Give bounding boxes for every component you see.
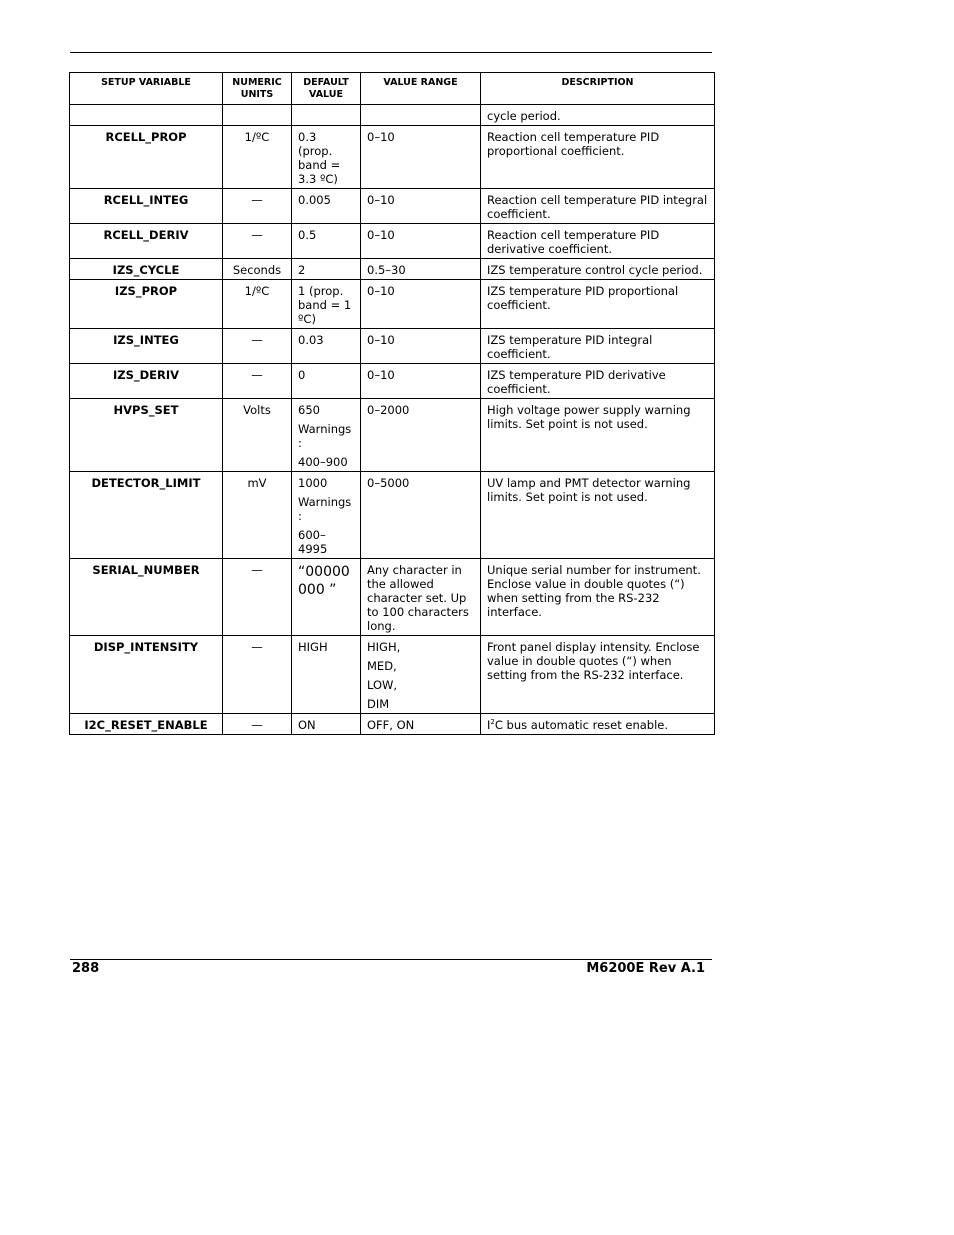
- table-row-disp-intensity: [70, 636, 715, 714]
- setup-variables-table: [69, 72, 715, 735]
- cell-description: IZS temperature PID proportional coefficient.: [481, 280, 715, 329]
- header-default-value: DEFAULT VALUE: [292, 73, 361, 105]
- header-value-range: VALUE RANGE: [361, 73, 481, 105]
- cell-range: 0–10: [361, 364, 481, 399]
- default-value: 650: [298, 403, 320, 417]
- cell-variable: SERIAL_NUMBER: [70, 559, 223, 636]
- cell-variable: I2C_RESET_ENABLE: [70, 714, 223, 735]
- warnings-label: Warnings :: [298, 495, 352, 523]
- desc-rest: C bus automatic reset enable.: [494, 718, 669, 732]
- cell-units: —: [223, 364, 292, 399]
- cell-range: 0–2000: [361, 399, 481, 472]
- cell-units: [223, 105, 292, 126]
- range-option: DIM: [367, 697, 390, 711]
- top-rule: [70, 52, 712, 53]
- cell-variable: IZS_PROP: [70, 280, 223, 329]
- table-row-izs-prop: [70, 280, 715, 329]
- cell-default: “00000 000 ”: [292, 559, 361, 636]
- cell-description: Reaction cell temperature PID proportional coefficient.: [481, 126, 715, 189]
- cell-variable: IZS_DERIV: [70, 364, 223, 399]
- cell-units: —: [223, 224, 292, 259]
- cell-description: Front panel display intensity. Enclose value in double quotes (“) when setting from the RS-232 interface.: [481, 636, 715, 714]
- page-number: 288: [72, 961, 100, 976]
- table-row-izs-cycle: [70, 259, 715, 280]
- cell-description: IZS temperature PID integral coefficient.: [481, 329, 715, 364]
- table-header-row: [70, 73, 715, 105]
- cell-units: —: [223, 636, 292, 714]
- cell-default: 1 (prop. band = 1 ºC): [292, 280, 361, 329]
- cell-range: [361, 636, 481, 714]
- range-option: LOW,: [367, 678, 398, 692]
- table-row-izs-deriv: [70, 364, 715, 399]
- cell-variable: DETECTOR_LIMIT: [70, 472, 223, 559]
- table-row-rcell-integ: [70, 189, 715, 224]
- warnings-range: 400–900: [298, 455, 348, 469]
- header-setup-variable: SETUP VARIABLE: [70, 73, 223, 105]
- cell-units: Seconds: [223, 259, 292, 280]
- cell-units: Volts: [223, 399, 292, 472]
- cell-variable: DISP_INTENSITY: [70, 636, 223, 714]
- cell-units: 1/ºC: [223, 126, 292, 189]
- cell-description: IZS temperature PID derivative coefficient.: [481, 364, 715, 399]
- desc-prefix: I: [487, 718, 491, 732]
- cell-default: ON: [292, 714, 361, 735]
- cell-description: IZS temperature control cycle period.: [481, 259, 715, 280]
- table-row-rcell-prop: [70, 126, 715, 189]
- cell-range: 0–5000: [361, 472, 481, 559]
- cell-description: Reaction cell temperature PID integral coefficient.: [481, 189, 715, 224]
- cell-default: 2: [292, 259, 361, 280]
- cell-range: 0.5–30: [361, 259, 481, 280]
- cell-units: 1/ºC: [223, 280, 292, 329]
- range-option: MED,: [367, 659, 397, 673]
- warnings-label: Warnings :: [298, 422, 352, 450]
- cell-description: High voltage power supply warning limits. Set point is not used.: [481, 399, 715, 472]
- cell-units: —: [223, 559, 292, 636]
- cell-units: —: [223, 329, 292, 364]
- document-revision: M6200E Rev A.1: [586, 961, 705, 976]
- table-row-rcell-deriv: [70, 224, 715, 259]
- cell-range: OFF, ON: [361, 714, 481, 735]
- table-row-izs-integ: [70, 329, 715, 364]
- table-row-i2c-reset-enable: [70, 714, 715, 735]
- cell-default: [292, 105, 361, 126]
- cell-range: 0–10: [361, 280, 481, 329]
- cell-range: 0–10: [361, 189, 481, 224]
- table-row-continuation: [70, 105, 715, 126]
- cell-variable: IZS_CYCLE: [70, 259, 223, 280]
- cell-units: —: [223, 189, 292, 224]
- default-value: 1000: [298, 476, 328, 490]
- cell-range: 0–10: [361, 329, 481, 364]
- table-row-detector-limit: [70, 472, 715, 559]
- cell-default: 0.03: [292, 329, 361, 364]
- range-option: HIGH,: [367, 640, 401, 654]
- table-row-hvps-set: [70, 399, 715, 472]
- cell-default: HIGH: [292, 636, 361, 714]
- desc-superscript: 2: [490, 718, 495, 726]
- cell-units: —: [223, 714, 292, 735]
- cell-default: 0.3 (prop. band = 3.3 ºC): [292, 126, 361, 189]
- header-description: DESCRIPTION: [481, 73, 715, 105]
- cell-variable: IZS_INTEG: [70, 329, 223, 364]
- header-numeric-units: NUMERIC UNITS: [223, 73, 292, 105]
- cell-units: mV: [223, 472, 292, 559]
- cell-variable: HVPS_SET: [70, 399, 223, 472]
- cell-default: 0: [292, 364, 361, 399]
- cell-default: 0.005: [292, 189, 361, 224]
- cell-range: 0–10: [361, 126, 481, 189]
- cell-variable: RCELL_PROP: [70, 126, 223, 189]
- cell-default: 0.5: [292, 224, 361, 259]
- cell-description: cycle period.: [481, 105, 715, 126]
- cell-variable: [70, 105, 223, 126]
- cell-variable: RCELL_DERIV: [70, 224, 223, 259]
- cell-range: [361, 105, 481, 126]
- cell-description: Reaction cell temperature PID derivative coefficient.: [481, 224, 715, 259]
- cell-default: [292, 399, 361, 472]
- cell-default: [292, 472, 361, 559]
- cell-range: 0–10: [361, 224, 481, 259]
- table-row-serial-number: [70, 559, 715, 636]
- bottom-rule: [70, 959, 712, 960]
- cell-description: [481, 714, 715, 735]
- cell-description: Unique serial number for instrument. Enclose value in double quotes (“) when setting from the RS-232 interface.: [481, 559, 715, 636]
- warnings-range: 600–4995: [298, 528, 328, 556]
- cell-variable: RCELL_INTEG: [70, 189, 223, 224]
- cell-description: UV lamp and PMT detector warning limits. Set point is not used.: [481, 472, 715, 559]
- cell-range: Any character in the allowed character set. Up to 100 characters long.: [361, 559, 481, 636]
